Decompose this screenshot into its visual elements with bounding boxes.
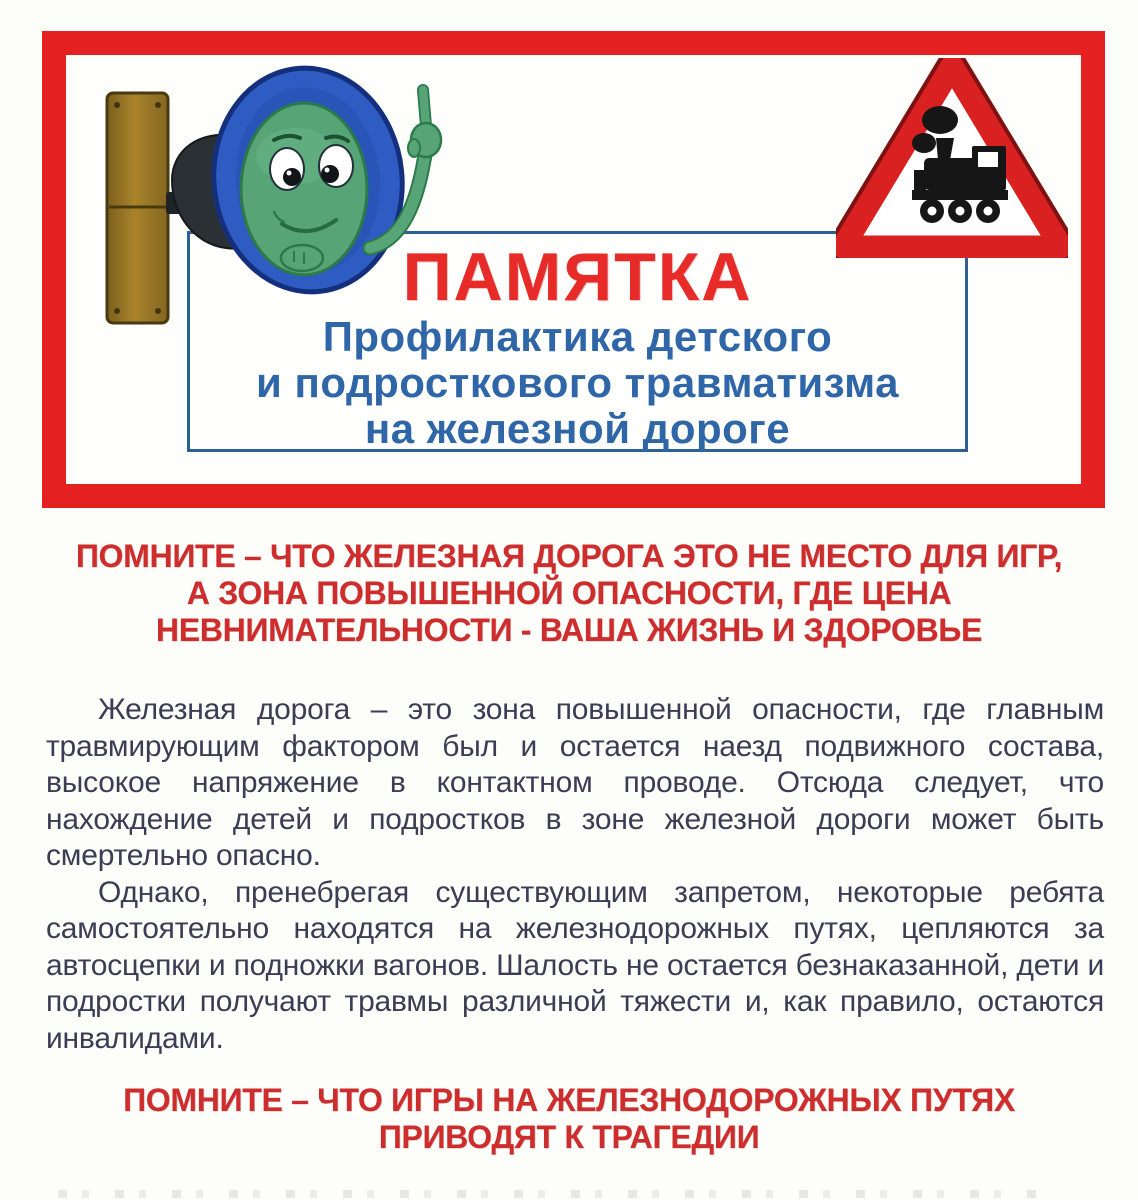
- subtitle-line: на железной дороге: [364, 405, 791, 452]
- warning-line: ПРИВОДЯТ К ТРАГЕДИИ: [378, 1119, 760, 1155]
- boiler-icon: [924, 158, 980, 190]
- warning-line: НЕВНИМАТЕЛЬНОСТИ - ВАША ЖИЗНЬ И ЗДОРОВЬЕ: [155, 612, 983, 648]
- wooden-post-icon: [107, 93, 168, 323]
- subtitle-line: Профилактика детского: [322, 313, 833, 360]
- warning-heading-top: [0, 538, 1138, 649]
- memo-title: ПАМЯТКА: [402, 239, 753, 315]
- cab-window-icon: [978, 152, 998, 167]
- subtitle-line: и подросткового травматизма: [256, 359, 899, 406]
- warning-line: ПОМНИТЕ – ЧТО ЖЕЛЕЗНАЯ ДОРОГА ЭТО НЕ МЕСТО ДЛЯ ИГР,: [75, 538, 1063, 574]
- body-paragraph: Железная дорога – это зона повышенной опасности, где главным травмирующим фактором был и остается наезд подвижного состава, высокое напряжение в контактном проводе. Отсюда следует, что нахождение детей и подростков в зоне железной дороги может быть смертельно опасно.: [46, 693, 1104, 872]
- front-block-icon: [914, 170, 926, 190]
- warning-line: А ЗОНА ПОВЫШЕННОЙ ОПАСНОСТИ, ГДЕ ЦЕНА: [186, 575, 952, 611]
- wheels-icon: [920, 199, 1000, 223]
- body-text: [0, 692, 1138, 1057]
- cutoff-text-strip: [58, 1190, 1043, 1198]
- mascot-resting-hand: [281, 245, 323, 271]
- warning-heading-bottom: [0, 1082, 1138, 1156]
- traffic-signal-mascot: [88, 52, 458, 342]
- body-paragraph: Однако, пренебрегая существующим запретом, некоторые ребята самостоятельно находятся на железнодорожных путях, цепляются за автосцепки и подножки вагонов. Шалость не остается безнаказанной, дети и подростки получают травмы различной тяжести и, как правило, остаются инвалидами.: [46, 875, 1104, 1055]
- smoke-puff-icon: [912, 133, 936, 153]
- railway-crossing-sign: [836, 58, 1068, 258]
- warning-line: ПОМНИТЕ – ЧТО ИГРЫ НА ЖЕЛЕЗНОДОРОЖНЫХ ПУТЯХ: [123, 1082, 1015, 1118]
- chassis-icon: [912, 190, 1008, 200]
- smoke-puff-icon: [922, 106, 958, 134]
